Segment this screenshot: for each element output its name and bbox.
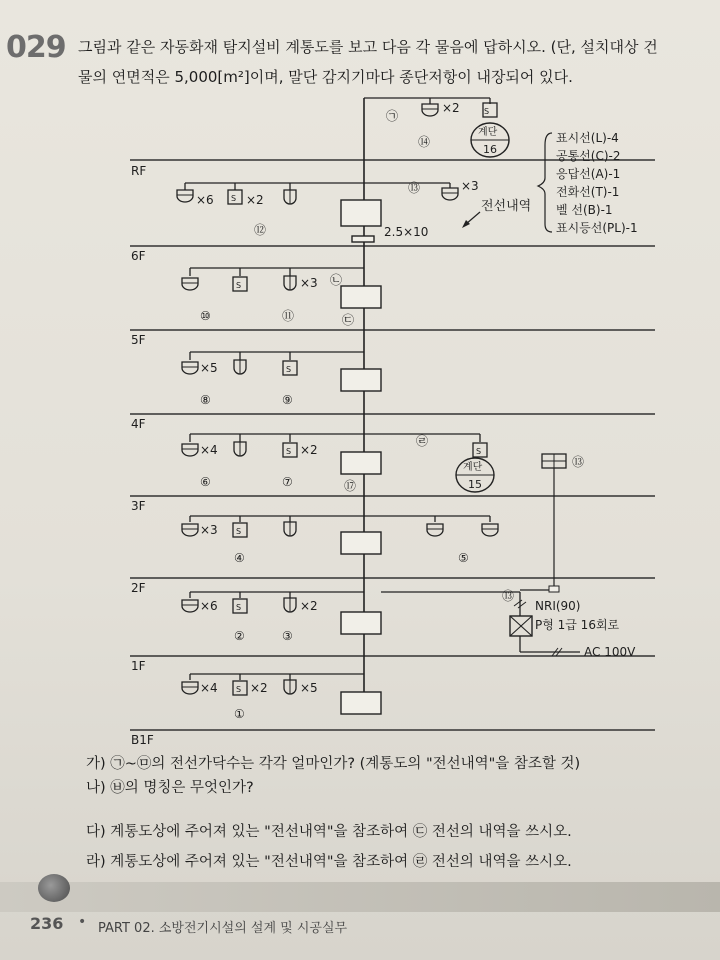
stair-number: 16 (483, 143, 497, 156)
question-text-line1: 그림과 같은 자동화재 탐지설비 계통도를 보고 다음 각 물음에 답하시오. (단, 설치대상 건 (78, 38, 658, 56)
mark-giyeok: ㉠ (386, 109, 399, 123)
branch-5f (190, 352, 364, 360)
count-label: ×4 (200, 443, 218, 457)
wiring-legend (538, 130, 638, 235)
zone-number-11: ⑪ (282, 309, 295, 323)
cable-tray (352, 236, 374, 242)
footer-band (0, 882, 720, 912)
heat-detector-icon (182, 524, 198, 536)
wiring-item-indicator: 표시등선(PL)-1 (556, 221, 638, 235)
zone-number-6: ⑥ (200, 475, 211, 489)
floor-label-3f: 3F (131, 499, 146, 513)
floor-label-rf: RF (131, 164, 147, 178)
count-label: ×3 (461, 179, 479, 193)
smoke-detector-label: S (476, 447, 482, 456)
heat-detector-icon (182, 278, 198, 290)
floor-label-6f: 6F (131, 249, 146, 263)
branch-3f (190, 516, 490, 522)
wiring-label: 전선내역 (481, 199, 532, 214)
zone-number-3: ③ (282, 629, 293, 643)
smoke-detector-label: S (231, 194, 237, 203)
smoke-detector-label: S (236, 685, 242, 694)
stair-label: 계단 (463, 462, 483, 473)
heat-detector-icon (182, 682, 198, 694)
subquestion-a: 가) ㉠~㉤의 전선가닥수는 각각 얼마인가? (계통도의 "전선내역"을 참조할 것) (86, 756, 581, 772)
count-label: ×2 (442, 101, 460, 115)
count-label: ×2 (300, 443, 318, 457)
count-label: ×2 (300, 599, 318, 613)
wiring-item-common: 공통선(C)-2 (556, 149, 621, 163)
floor-label-b1f: B1F (131, 733, 154, 747)
smoke-detector-label: S (286, 365, 292, 374)
footer-bullet: • (78, 914, 87, 930)
zone-number-13-receiver: ⑬ (502, 589, 515, 603)
floor-label-4f: 4F (131, 417, 146, 431)
junction-boxes (341, 200, 381, 714)
heat-detector-icon (182, 362, 198, 374)
stair-number: 15 (468, 478, 482, 491)
heat-detector-icon (442, 188, 458, 200)
subquestion-b: 나) ㉥의 명칭은 무엇인가? (86, 780, 254, 796)
floor-label-5f: 5F (131, 333, 146, 347)
differential-detector-icon (234, 442, 246, 456)
heat-detector-icon (422, 104, 438, 116)
wiring-item-phone: 전화선(T)-1 (556, 185, 620, 199)
receiver-model-label: NRI(90) (535, 599, 581, 613)
heat-detector-icon (182, 600, 198, 612)
differential-detector-icon (284, 598, 296, 612)
stair-label: 계단 (478, 127, 498, 138)
mark-digeut: ㉢ (342, 313, 355, 327)
junction-box-1f (341, 692, 381, 714)
differential-detector-icon (284, 276, 296, 290)
floor-label-2f: 2F (131, 581, 146, 595)
count-label: ×4 (200, 681, 218, 695)
zone-number-4: ④ (234, 551, 245, 565)
heat-detector-icon (177, 190, 193, 202)
junction-box-4f (341, 452, 381, 474)
stair-detector-mid (456, 458, 494, 492)
junction-box-5f (341, 369, 381, 391)
heat-detector-icon (182, 444, 198, 456)
mark-rieul: ㉣ (416, 434, 429, 448)
question-text-line2: 물의 연면적은 5,000[m²]이며, 말단 감지기마다 종단저항이 내장되어 있다. (78, 68, 573, 86)
count-label: ×6 (196, 193, 214, 207)
zone-number-17: ⑰ (344, 479, 357, 493)
subquestion-d: 라) 계통도상에 주어져 있는 "전선내역"을 참조하여 ㉣ 전선의 내역을 쓰시오. (86, 854, 572, 870)
branch-2f (190, 590, 580, 652)
zone-number-13-repeater: ⑬ (572, 455, 585, 469)
heat-detector-icon (482, 524, 498, 536)
mark-nieun: ㉡ (330, 273, 343, 287)
count-label: ×3 (200, 523, 218, 537)
zone-number-14: ⑭ (418, 135, 431, 149)
wiring-item-response: 응답선(A)-1 (556, 167, 621, 181)
junction-box-2f (341, 612, 381, 634)
smoke-detector-label: S (236, 527, 242, 536)
wiring-item-display: 표시선(L)-4 (556, 131, 619, 145)
zone-number-12: ⑫ (254, 223, 267, 237)
heat-detector-icon (427, 524, 443, 536)
question-number: 029 (6, 30, 66, 65)
repeater-box (542, 454, 566, 590)
publisher-logo-icon (38, 874, 70, 902)
zone-number-5: ⑤ (458, 551, 469, 565)
footer-part-title: PART 02. 소방전기시설의 설계 및 시공실무 (98, 921, 348, 936)
count-label: ×6 (200, 599, 218, 613)
junction-box-rf (341, 200, 381, 226)
receiver-type-label: P형 1급 16회로 (535, 618, 620, 632)
zone-number-7: ⑦ (282, 475, 293, 489)
zone-number-2: ② (234, 629, 245, 643)
smoke-detector-label: S (236, 603, 242, 612)
differential-detector-icon (284, 190, 296, 204)
differential-detector-icon (284, 680, 296, 694)
count-label: ×5 (200, 361, 218, 375)
differential-detector-icon (284, 522, 296, 536)
zone-number-1: ① (234, 707, 245, 721)
subquestion-c: 다) 계통도상에 주어져 있는 "전선내역"을 참조하여 ㉢ 전선의 내역을 쓰시오. (86, 824, 572, 840)
branch-4f (190, 434, 480, 442)
stair-detector-top (471, 123, 509, 157)
count-label: ×2 (246, 193, 264, 207)
cable-size-label: 2.5×10 (384, 225, 429, 239)
count-label: ×3 (300, 276, 318, 290)
count-label: ×5 (300, 681, 318, 695)
branch-1f (190, 674, 364, 680)
terminal-box (549, 586, 559, 592)
zone-number-8: ⑧ (200, 393, 211, 407)
differential-detector-icon (234, 360, 246, 374)
power-label: AC 100V (584, 645, 636, 659)
junction-box-3f (341, 532, 381, 554)
smoke-detector-label: S (484, 107, 490, 116)
junction-box-6f (341, 286, 381, 308)
zone-number-10: ⑩ (200, 309, 211, 323)
wiring-item-bell: 벨 선(B)-1 (556, 203, 613, 217)
zone-number-9: ⑨ (282, 393, 293, 407)
page-number: 236 (30, 914, 64, 933)
smoke-detector-label: S (236, 281, 242, 290)
floor-label-1f: 1F (131, 659, 146, 673)
zone-number-13: ⑬ (408, 181, 421, 195)
count-label: ×2 (250, 681, 268, 695)
smoke-detector-label: S (286, 447, 292, 456)
